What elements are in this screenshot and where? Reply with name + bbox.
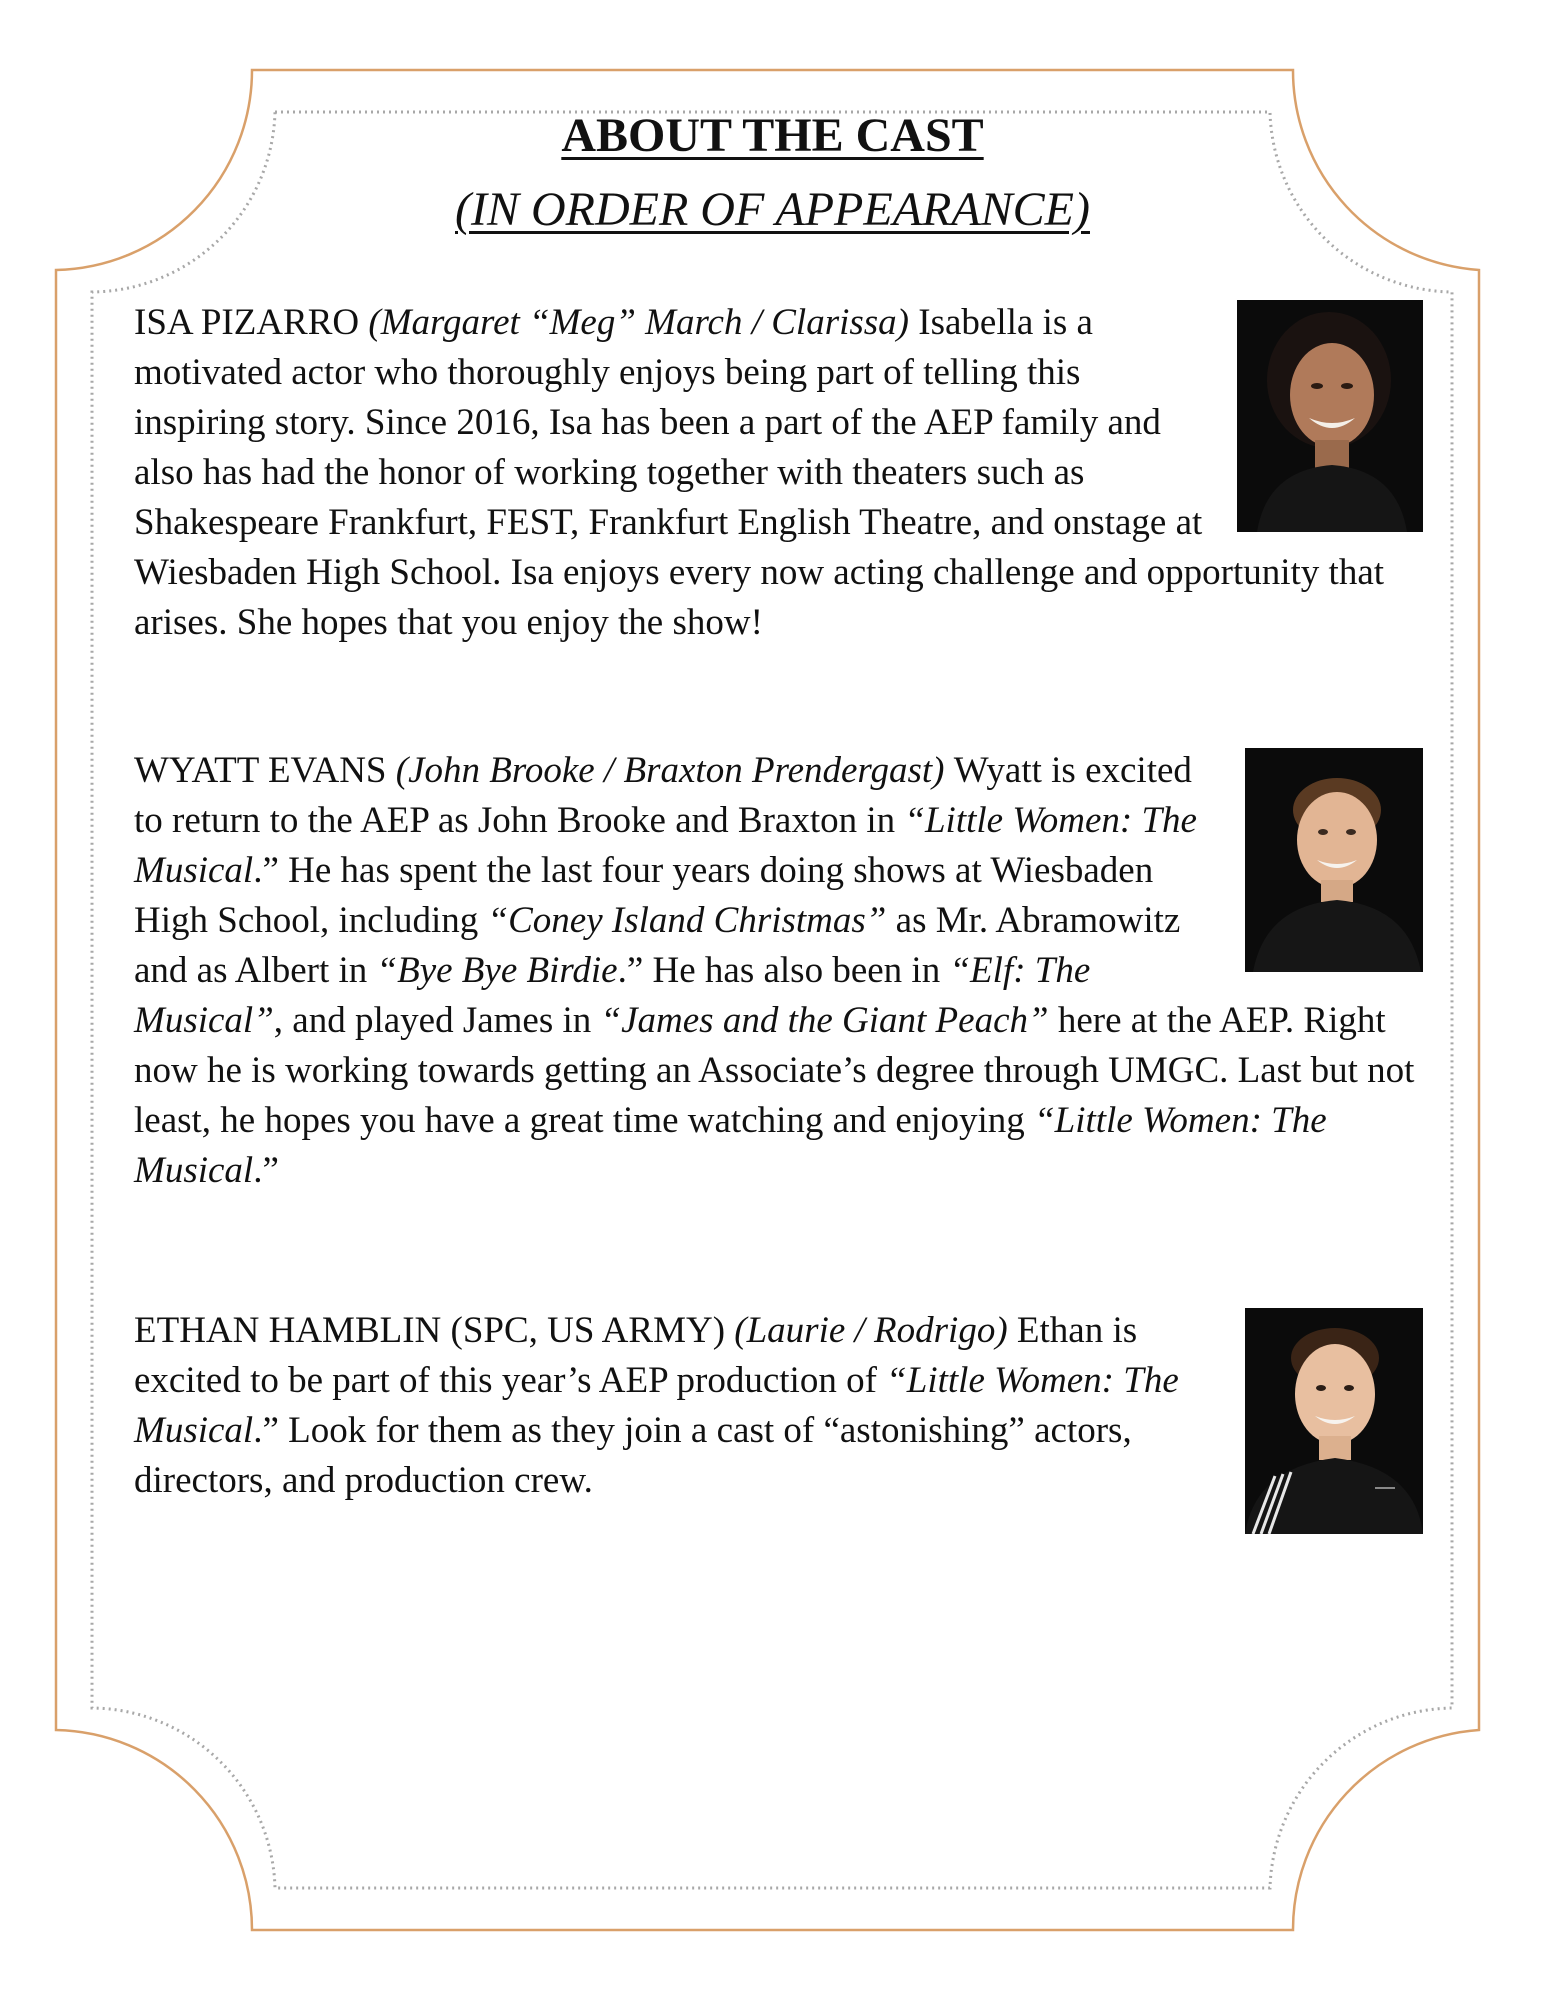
cast-bio-wyatt-evans — [134, 746, 1419, 1196]
cast-bio-isa-pizarro — [134, 298, 1419, 648]
headshot-photo — [1245, 1308, 1423, 1534]
cast-name: ISA PIZARRO — [134, 302, 369, 343]
cast-bio-text: Ethan is excited to be part of this year’s AEP production of “Little Women: The Musical.” Look for them as they join a cast of “astonishing” actors, directors, and production crew. — [134, 1310, 1179, 1501]
headshot-photo — [1245, 748, 1423, 972]
cast-bio-ethan-hamblin — [134, 1306, 1419, 1534]
headshot-wyatt-evans-image — [1245, 748, 1423, 972]
cast-roles: (Margaret “Meg” March / Clarissa) — [368, 302, 919, 343]
headshot-ethan-hamblin-image — [1245, 1308, 1423, 1534]
cast-name: ETHAN HAMBLIN (SPC, US ARMY) — [134, 1310, 735, 1351]
headshot-photo — [1237, 300, 1423, 532]
cast-bio-text: Isabella is a motivated actor who thoroughly enjoys being part of telling this inspiring story. Since 2016, Isa has been a part of the AEP family and also has had the honor of working together with theaters such as Shakespeare Frankfurt, FEST, Frankfurt English Theatre, and onstage at Wiesbaden High School. Isa enjoys every now acting challenge and opportunity that arises. She hopes that you enjoy the show! — [134, 302, 1385, 643]
page-subtitle: (IN ORDER OF APPEARANCE) — [455, 183, 1090, 236]
cast-name: WYATT EVANS — [134, 750, 396, 791]
cast-roles: (John Brooke / Braxton Prendergast) — [395, 750, 954, 791]
cast-bio-text: Wyatt is excited to return to the AEP as John Brooke and Braxton in “Little Women: The Musical.” He has spent the last four years doing shows at Wiesbaden High School, including “Coney Island Christmas” as Mr. Abramowitz and as Albert in “Bye Bye Birdie.” He has also been in “Elf: The Musical”, and played James in “James and the Giant Peach” here at the AEP. Right now he is working towards getting an Associate’s degree through UMGC. Last but not least, he hopes you have a great time watching and enjoying “Little Women: The Musical.” — [134, 750, 1415, 1191]
headshot-isa-pizarro-image — [1237, 300, 1423, 532]
page-title: ABOUT THE CAST — [561, 109, 984, 162]
cast-roles: (Laurie / Rodrigo) — [734, 1310, 1017, 1351]
